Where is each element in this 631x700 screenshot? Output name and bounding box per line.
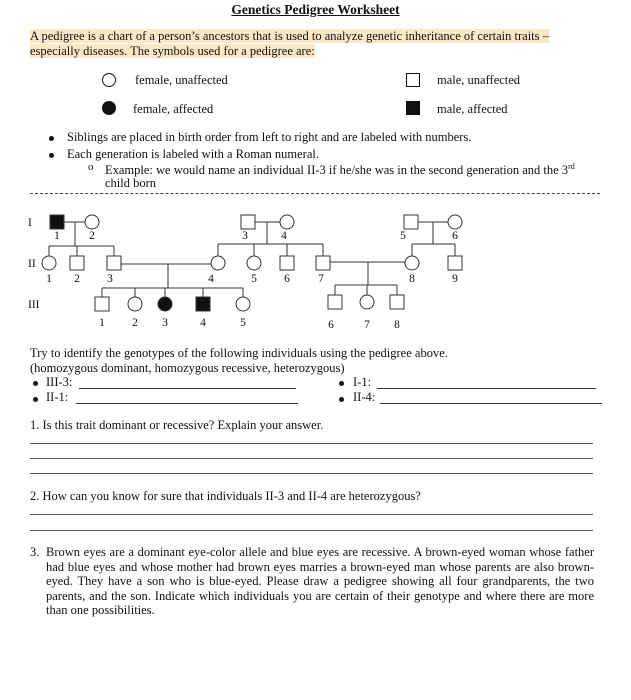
legend-female-unaffected: female, unaffected xyxy=(135,73,228,87)
individual-label-II-6: 6 xyxy=(284,273,290,285)
female-unaffected-icon xyxy=(360,295,374,309)
genotype-label-ii4: II-4: xyxy=(353,390,376,404)
question-2: 2. How can you know for sure that individuals II-3 and II-4 are heterozygous? xyxy=(30,489,421,503)
answer-line-q1[interactable] xyxy=(30,458,593,459)
genotype-instructions: Try to identify the genotypes of the following individuals using the pedigree above. xyxy=(30,346,448,360)
bullet-icon xyxy=(339,381,344,386)
page-title: Genetics Pedigree Worksheet xyxy=(231,2,400,17)
male-unaffected-icon xyxy=(316,256,330,270)
answer-line-q2[interactable] xyxy=(30,530,593,531)
generation-label-III: III xyxy=(28,299,40,311)
individual-label-I-4: 4 xyxy=(281,230,287,242)
intro-text-1: A pedigree is a chart of a person’s ancestors that is used to analyze genetic inheritance of certain traits – xyxy=(30,29,549,43)
female-unaffected-icon xyxy=(128,297,142,311)
genotype-input-iii3[interactable] xyxy=(79,388,296,389)
female-affected-icon xyxy=(158,297,172,311)
answer-line-q1[interactable] xyxy=(30,443,593,444)
answer-line-q2[interactable] xyxy=(30,514,593,515)
sub-bullet-icon: o xyxy=(88,161,94,173)
male-affected-icon xyxy=(196,297,210,311)
genotype-options: (homozygous dominant, homozygous recessive, heterozygous) xyxy=(30,361,345,375)
individual-label-I-6: 6 xyxy=(452,230,458,242)
female-unaffected-icon xyxy=(85,215,99,229)
individual-label-III-3: 3 xyxy=(162,317,168,329)
bullet-icon xyxy=(339,397,344,402)
male-unaffected-icon xyxy=(328,295,342,309)
male-unaffected-icon xyxy=(448,256,462,270)
legend-female-affected: female, affected xyxy=(133,102,214,116)
individual-label-II-2: 2 xyxy=(74,273,80,285)
female-unaffected-icon xyxy=(211,256,225,270)
male-unaffected-icon xyxy=(107,256,121,270)
individual-label-III-5: 5 xyxy=(240,317,246,329)
individual-label-III-1: 1 xyxy=(99,317,105,329)
genotype-input-ii1[interactable] xyxy=(76,403,298,404)
bullet-icon xyxy=(33,381,38,386)
male-unaffected-icon xyxy=(241,215,255,229)
female-unaffected-icon xyxy=(42,256,56,270)
generation-label-II: II xyxy=(28,258,36,270)
legend-male-unaffected: male, unaffected xyxy=(437,73,521,87)
example-text: Example: we would name an individual II-3 if he/she was in the second generation and the 3 xyxy=(105,163,569,178)
bullet-siblings: Siblings are placed in birth order from left to right and are labeled with numbers. xyxy=(67,130,472,144)
question-1: 1. Is this trait dominant or recessive? Explain your answer. xyxy=(30,418,324,432)
intro-text-2: especially diseases. The symbols used for a pedigree are: xyxy=(30,44,315,58)
genotype-label-iii3: III-3: xyxy=(46,375,73,389)
genotype-label-i1: I-1: xyxy=(353,375,372,389)
genotype-input-i1[interactable] xyxy=(377,388,596,389)
example-sup: rd xyxy=(568,162,575,171)
male-unaffected-icon xyxy=(95,297,109,311)
individual-label-I-2: 2 xyxy=(89,230,95,242)
individual-label-III-2: 2 xyxy=(132,317,138,329)
individual-label-III-8: 8 xyxy=(394,319,400,331)
individual-label-III-7: 7 xyxy=(364,319,370,331)
male-unaffected-icon xyxy=(70,256,84,270)
male-affected-icon xyxy=(50,215,64,229)
female-unaffected-icon xyxy=(405,256,419,270)
individual-label-III-4: 4 xyxy=(200,317,206,329)
individual-label-II-5: 5 xyxy=(251,273,257,285)
pedigree-chart xyxy=(0,0,631,340)
individual-label-II-9: 9 xyxy=(452,273,458,285)
individual-label-II-4: 4 xyxy=(208,273,214,285)
female-unaffected-icon xyxy=(247,256,261,270)
legend-male-affected: male, affected xyxy=(437,102,508,116)
individual-label-II-1: 1 xyxy=(46,273,52,285)
individual-label-II-8: 8 xyxy=(409,273,415,285)
question-3 xyxy=(30,545,594,618)
male-unaffected-icon xyxy=(280,256,294,270)
female-unaffected-icon xyxy=(448,215,462,229)
individual-label-II-3: 3 xyxy=(107,273,113,285)
female-unaffected-icon xyxy=(280,215,294,229)
bullet-icon xyxy=(33,397,38,402)
individual-label-II-7: 7 xyxy=(318,273,324,285)
individual-label-I-3: 3 xyxy=(242,230,248,242)
male-unaffected-icon xyxy=(390,295,404,309)
question-3-text: Brown eyes are a dominant eye-color allele and blue eyes are recessive. A brown-eyed woman whose father had blue eyes and whose mother had brown eyes marries a brown-eyed man whose parents are also brown-eyed. They have a son who is blue-eyed. Please draw a pedigree showing all four grandparents, the two parents, and the son. Indicate which individuals you are certain of their genotype and where there are more than one possibilities. xyxy=(46,545,594,617)
individual-label-I-1: 1 xyxy=(54,230,60,242)
male-unaffected-icon xyxy=(404,215,418,229)
female-unaffected-icon xyxy=(236,297,250,311)
answer-line-q1[interactable] xyxy=(30,473,593,474)
genotype-label-ii1: II-1: xyxy=(46,390,69,404)
question-3-number: 3. xyxy=(30,545,40,559)
bullet-generation: Each generation is labeled with a Roman numeral. xyxy=(67,147,319,161)
individual-label-I-5: 5 xyxy=(400,230,406,242)
sub-bullet-example-cont: child born xyxy=(105,176,157,190)
generation-label-I: I xyxy=(28,217,32,229)
genotype-input-ii4[interactable] xyxy=(380,403,602,404)
individual-label-III-6: 6 xyxy=(328,319,334,331)
